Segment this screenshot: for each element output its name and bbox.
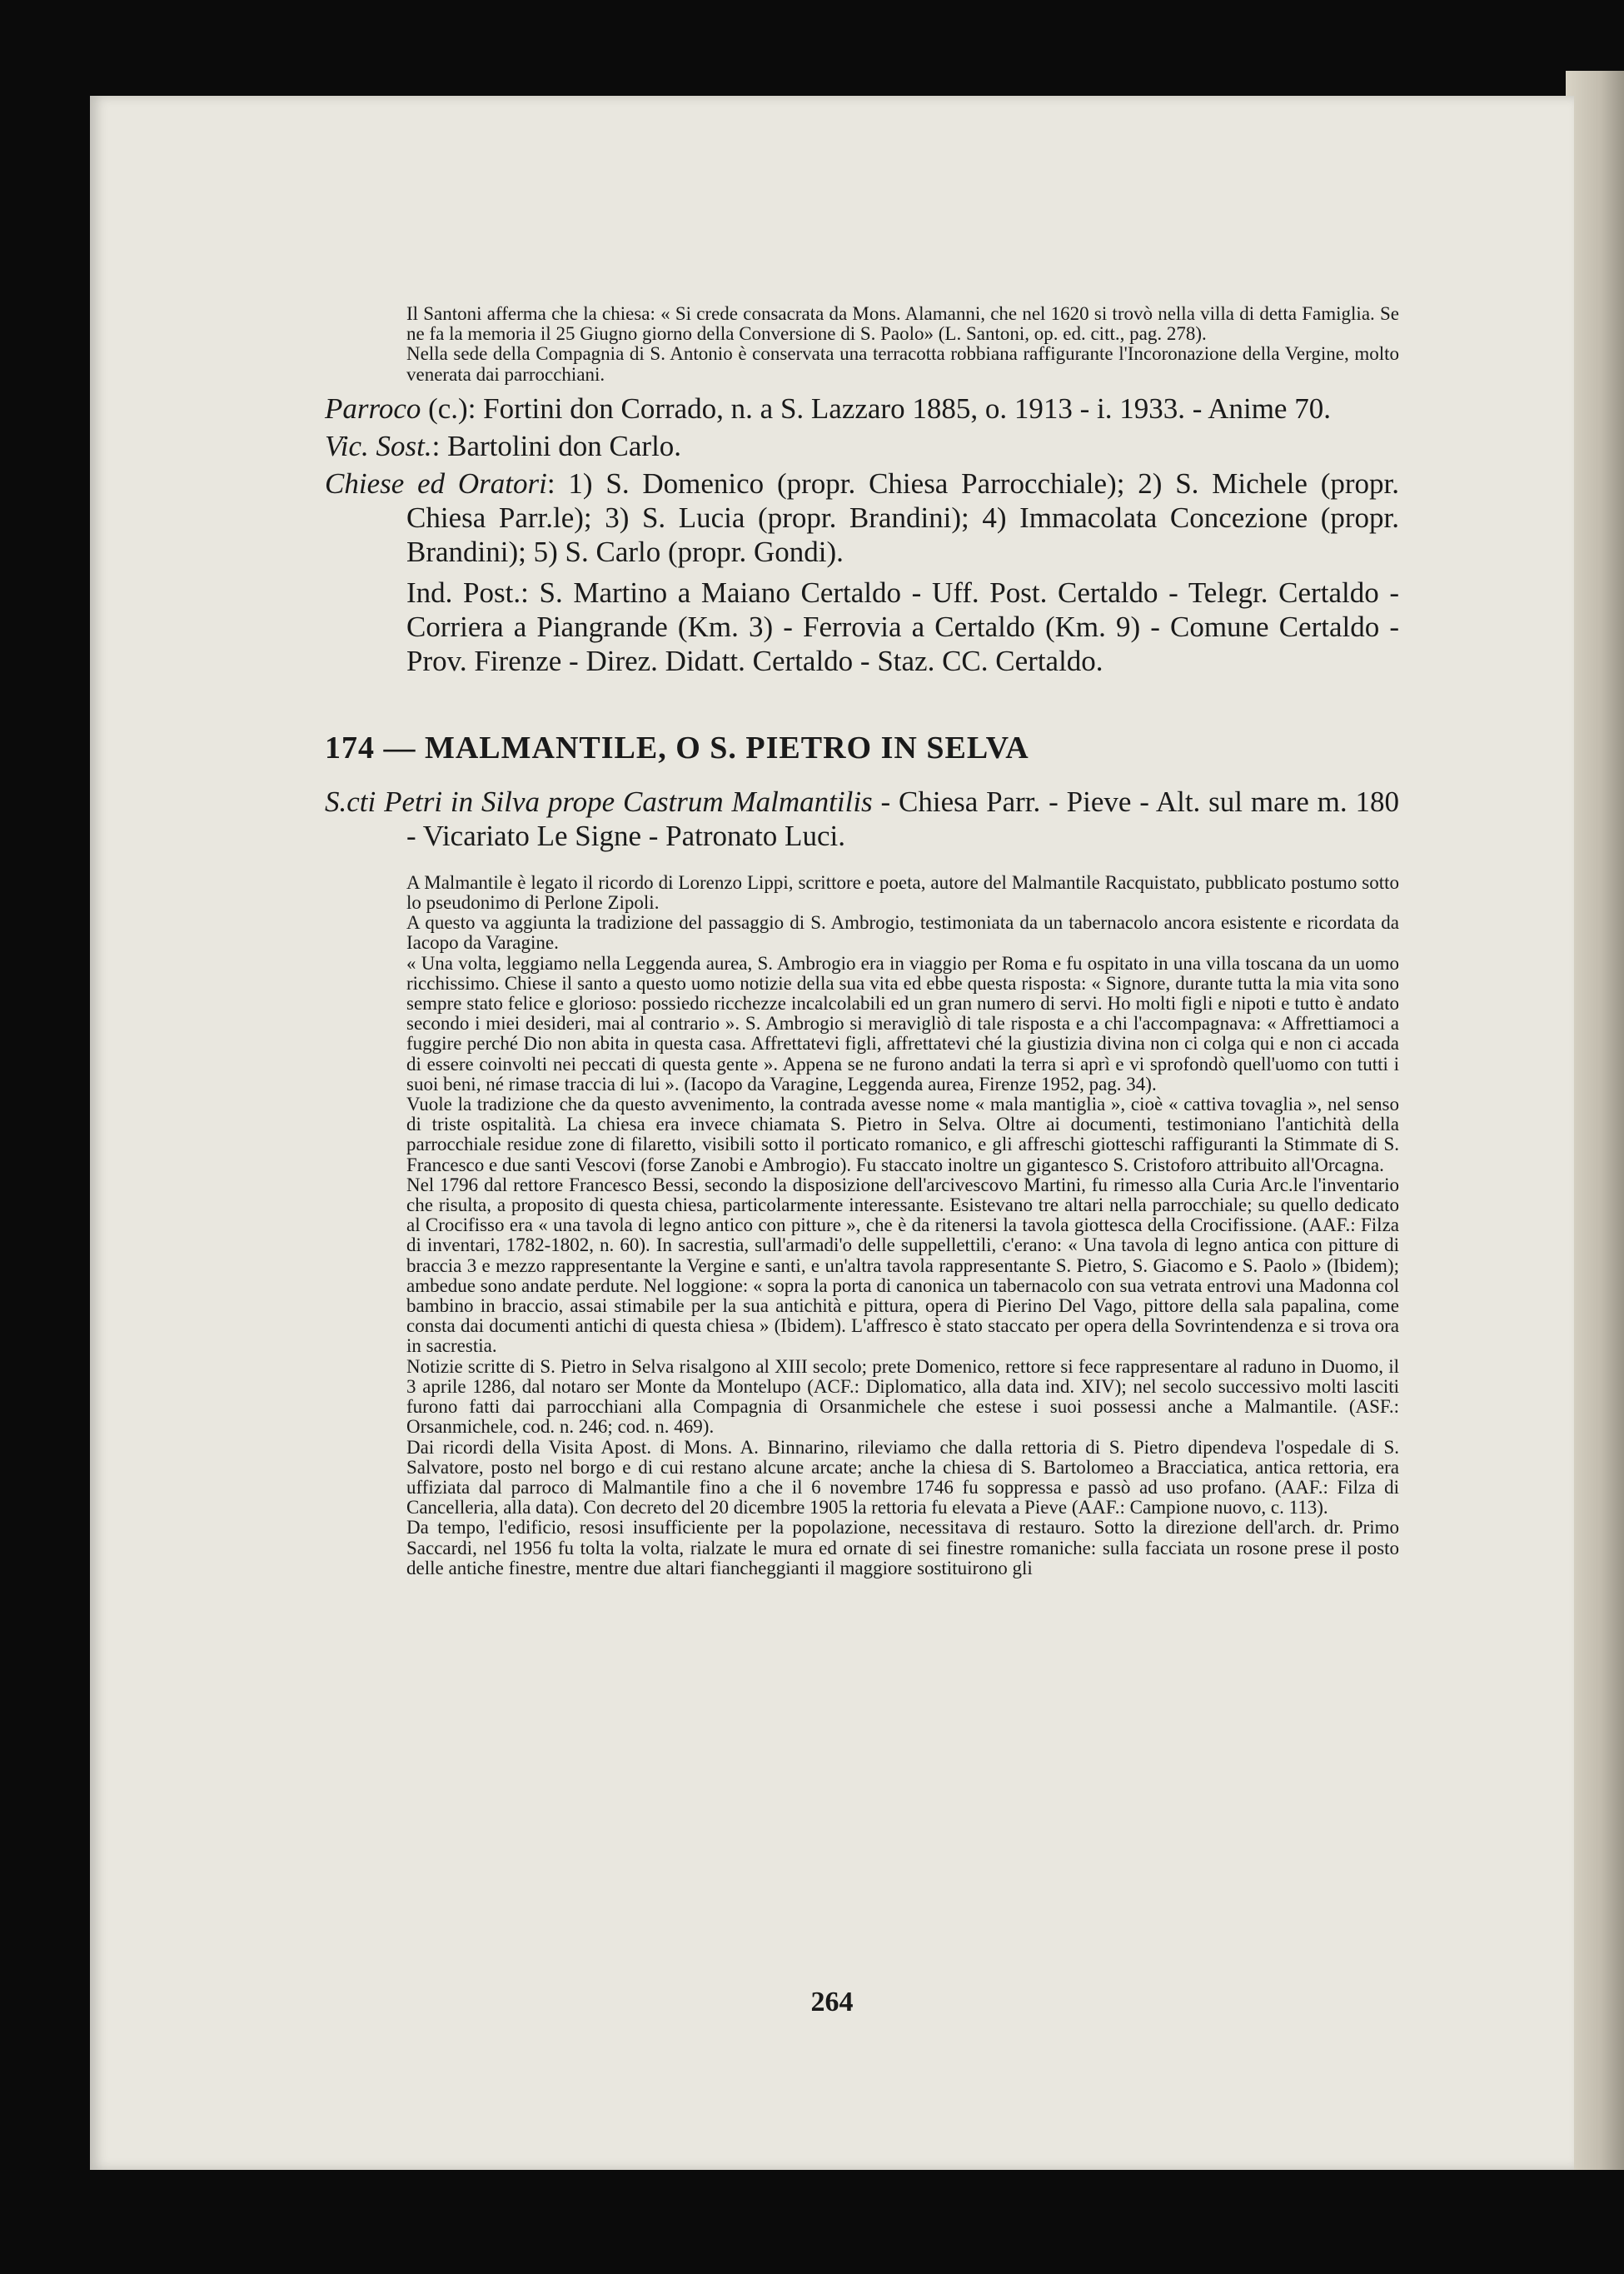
note-paragraph: Il Santoni afferma che la chiesa: « Si crede consacrata da Mons. Alamanni, che nel 1620 si trovò nella villa di detta Famiglia. Se ne fa la memoria il 25 Giugno giorno della Conversione di S. Paolo» (L. Santoni, op. ed. citt., pag. 278). <box>406 303 1399 345</box>
vic-sost-entry <box>325 429 1399 463</box>
next-page-edge <box>1566 71 1624 2170</box>
chiese-entry <box>325 466 1399 569</box>
page-content <box>325 303 1399 1578</box>
latin-title-text: - Chiesa Parr. - Pieve - Alt. sul mare m. 180 - Vicariato Le Signe - Patronato Luci. <box>406 785 1399 852</box>
latin-title-italic: S.cti Petri in Silva prope Castrum Malmantilis <box>325 785 873 818</box>
section-heading: 174 — MALMANTILE, O S. PIETRO IN SELVA <box>325 730 1029 765</box>
top-notes <box>406 304 1399 385</box>
note-paragraph: Nella sede della Compagnia di S. Antonio è conservata una terracotta robbiana raffigurante l'Incoronazione della Vergine, molto venerata dai parrocchiani. <box>406 343 1399 385</box>
page-number: 264 <box>810 1987 854 2017</box>
chiese-text: : 1) S. Domenico (propr. Chiesa Parrocchiale); 2) S. Michele (propr. Chiesa Parr.le); 3) S. Lucia (propr. Brandini); 4) Immacolata Concezione (propr. Brandini); 5) S. Carlo (propr. Gondi). <box>406 466 1399 568</box>
body-paragraph: Dai ricordi della Visita Apost. di Mons. A. Binnarino, rileviamo che dalla rettoria di S. Pietro dipendeva l'ospedale di S. Salvatore, posto nel borgo e di cui restano alcune arcate; anche la chiesa di S. Bartolomeo a Bracciatica, antica rettoria, era uffiziata dal parroco di Malmantile fino a che il 6 novembre 1746 fu soppressa e passò ad uso profano. (AAF.: Filza di Cancelleria, alla data). Con decreto del 20 dicembre 1905 la rettoria fu elevata a Pieve (AAF.: Campione nuovo, c. 113). <box>406 1436 1399 1518</box>
parroco-entry <box>325 391 1399 426</box>
parroco-label: Parroco <box>325 391 421 425</box>
vic-sost-text: : Bartolini don Carlo. <box>431 429 682 462</box>
body-paragraph: Nel 1796 dal rettore Francesco Bessi, secondo la disposizione dell'arcivescovo Martini, fu rimesso alla Curia Arc.le l'inventario che risulta, a proposito di questa chiesa, particolarmente interessante. Esistevano tre altari nella parrocchiale; su quello dedicato al Crocifisso era « una tavola di legno antico con pitture », che è da ritenersi la tavola giottesca della Crocifissione. (AAF.: Filza di inventari, 1782-1802, n. 60). In sacrestia, sull'armadi'o delle suppellettili, c'erano: « Una tavola di legno antica con pitture di braccia 3 e mezzo rappresentante la Vergine e santi, e un'altra tavola rappresentante S. Pietro, S. Giacomo e S. Paolo » (Ibidem); ambedue sono andate perdute. Nel loggione: « sopra la porta di canonica un tabernacolo con sua vetrata entrovi una Madonna col bambino in braccio, assai stimabile per la sua antichità e pittura, opera di Pierino Del Vago, pittore della sala papalina, come consta dai documenti antichi di questa chiesa » (Ibidem). L'affresco è stato staccato per opera della Sovrintendenza e si trova ora in sacrestia. <box>406 1174 1399 1357</box>
body-paragraph: A questo va aggiunta la tradizione del passaggio di S. Ambrogio, testimoniata da un tabernacolo ancora esistente e ricordata da Iacopo da Varagine. <box>406 912 1399 954</box>
vic-sost-label: Vic. Sost. <box>325 429 432 462</box>
book-page <box>90 96 1574 2170</box>
body-paragraph: « Una volta, leggiamo nella Leggenda aurea, S. Ambrogio era in viaggio per Roma e fu ospitato in una villa toscana da un uomo ricchissimo. Chiese il santo a questo uomo notizie della sua vita ed ebbe questa risposta: « Signore, durante tutta la mia vita sono sempre stato felice e glorioso: possiedo ricchezze incalcolabili ed un gran numero di servi. Ho molti figli e nipoti e tutto è andato secondo i miei desideri, mai al contrario ». S. Ambrogio si meravigliò di tale risposta e a chi l'accompagnava: « Affrettiamoci a fuggire perché Dio non abita in questa casa. Affrettatevi figli, affrettatevi ché la giustizia divina non ci colga qui e non ci accada di essere coinvolti nei peccati di questa gente ». Appena se ne furono andati la terra si aprì e vi sprofondò quell'uomo con tutti i suoi beni, né rimase traccia di lui ». (Iacopo da Varagine, Leggenda aurea, Firenze 1952, pag. 34). <box>406 952 1399 1095</box>
body-paragraph: Da tempo, l'edificio, resosi insufficiente per la popolazione, necessitava di restauro. Sotto la direzione dell'arch. dr. Primo Saccardi, nel 1956 fu tolta la volta, rialzate le mura ed ornate di sei finestre romaniche: sulla facciata un rosone prese il posto delle antiche finestre, mentre due altari fiancheggianti il maggiore sostituirono gli <box>406 1517 1399 1578</box>
ind-post: Ind. Post.: S. Martino a Maiano Certaldo - Uff. Post. Certaldo - Telegr. Certaldo - Corriera a Piangrande (Km. 3) - Ferrovia a Certaldo (Km. 9) - Comune Certaldo - Prov. Firenze - Direz. Didatt. Certaldo - Staz. CC. Certaldo. <box>406 576 1399 677</box>
latin-title <box>325 785 1399 853</box>
chiese-label: Chiese ed Oratori <box>325 466 547 500</box>
parroco-text: (c.): Fortini don Corrado, n. a S. Lazzaro 1885, o. 1913 - i. 1933. - Anime 70. <box>421 391 1331 425</box>
body-paragraph: A Malmantile è legato il ricordo di Lorenzo Lippi, scrittore e poeta, autore del Malmantile Racquistato, pubblicato postumo sotto lo pseudonimo di Perlone Zipoli. <box>406 871 1399 914</box>
body-paragraph: Notizie scritte di S. Pietro in Selva risalgono al XIII secolo; prete Domenico, rettore si fece rappresentare al raduno in Duomo, il 3 aprile 1286, dal notaro ser Monte da Montelupo (ACF.: Diplomatico, alla data ind. XIV); nel secolo successivo molti lasciti furono fatti dai parrocchiani alla Compagnia di Orsanmichele che estese i suoi possessi anche a Malmantile. (ASF.: Orsanmichele, cod. n. 246; cod. n. 469). <box>406 1355 1399 1438</box>
body-text <box>406 873 1399 1578</box>
body-paragraph: Vuole la tradizione che da questo avvenimento, la contrada avesse nome « mala mantiglia », cioè « cattiva tovaglia », nel senso di triste ospitalità. La chiesa era invece chiamata S. Pietro in Selva. Oltre ai documenti, testimoniano l'antichità della parrocchiale residue zone di filaretto, visibili sotto il porticato romanico, e gli affreschi giotteschi raffiguranti la Stimmate di S. Francesco e due santi Vescovi (forse Zanobi e Ambrogio). Fu staccato inoltre un gigantesco S. Cristoforo attribuito all'Orcagna. <box>406 1094 1399 1175</box>
